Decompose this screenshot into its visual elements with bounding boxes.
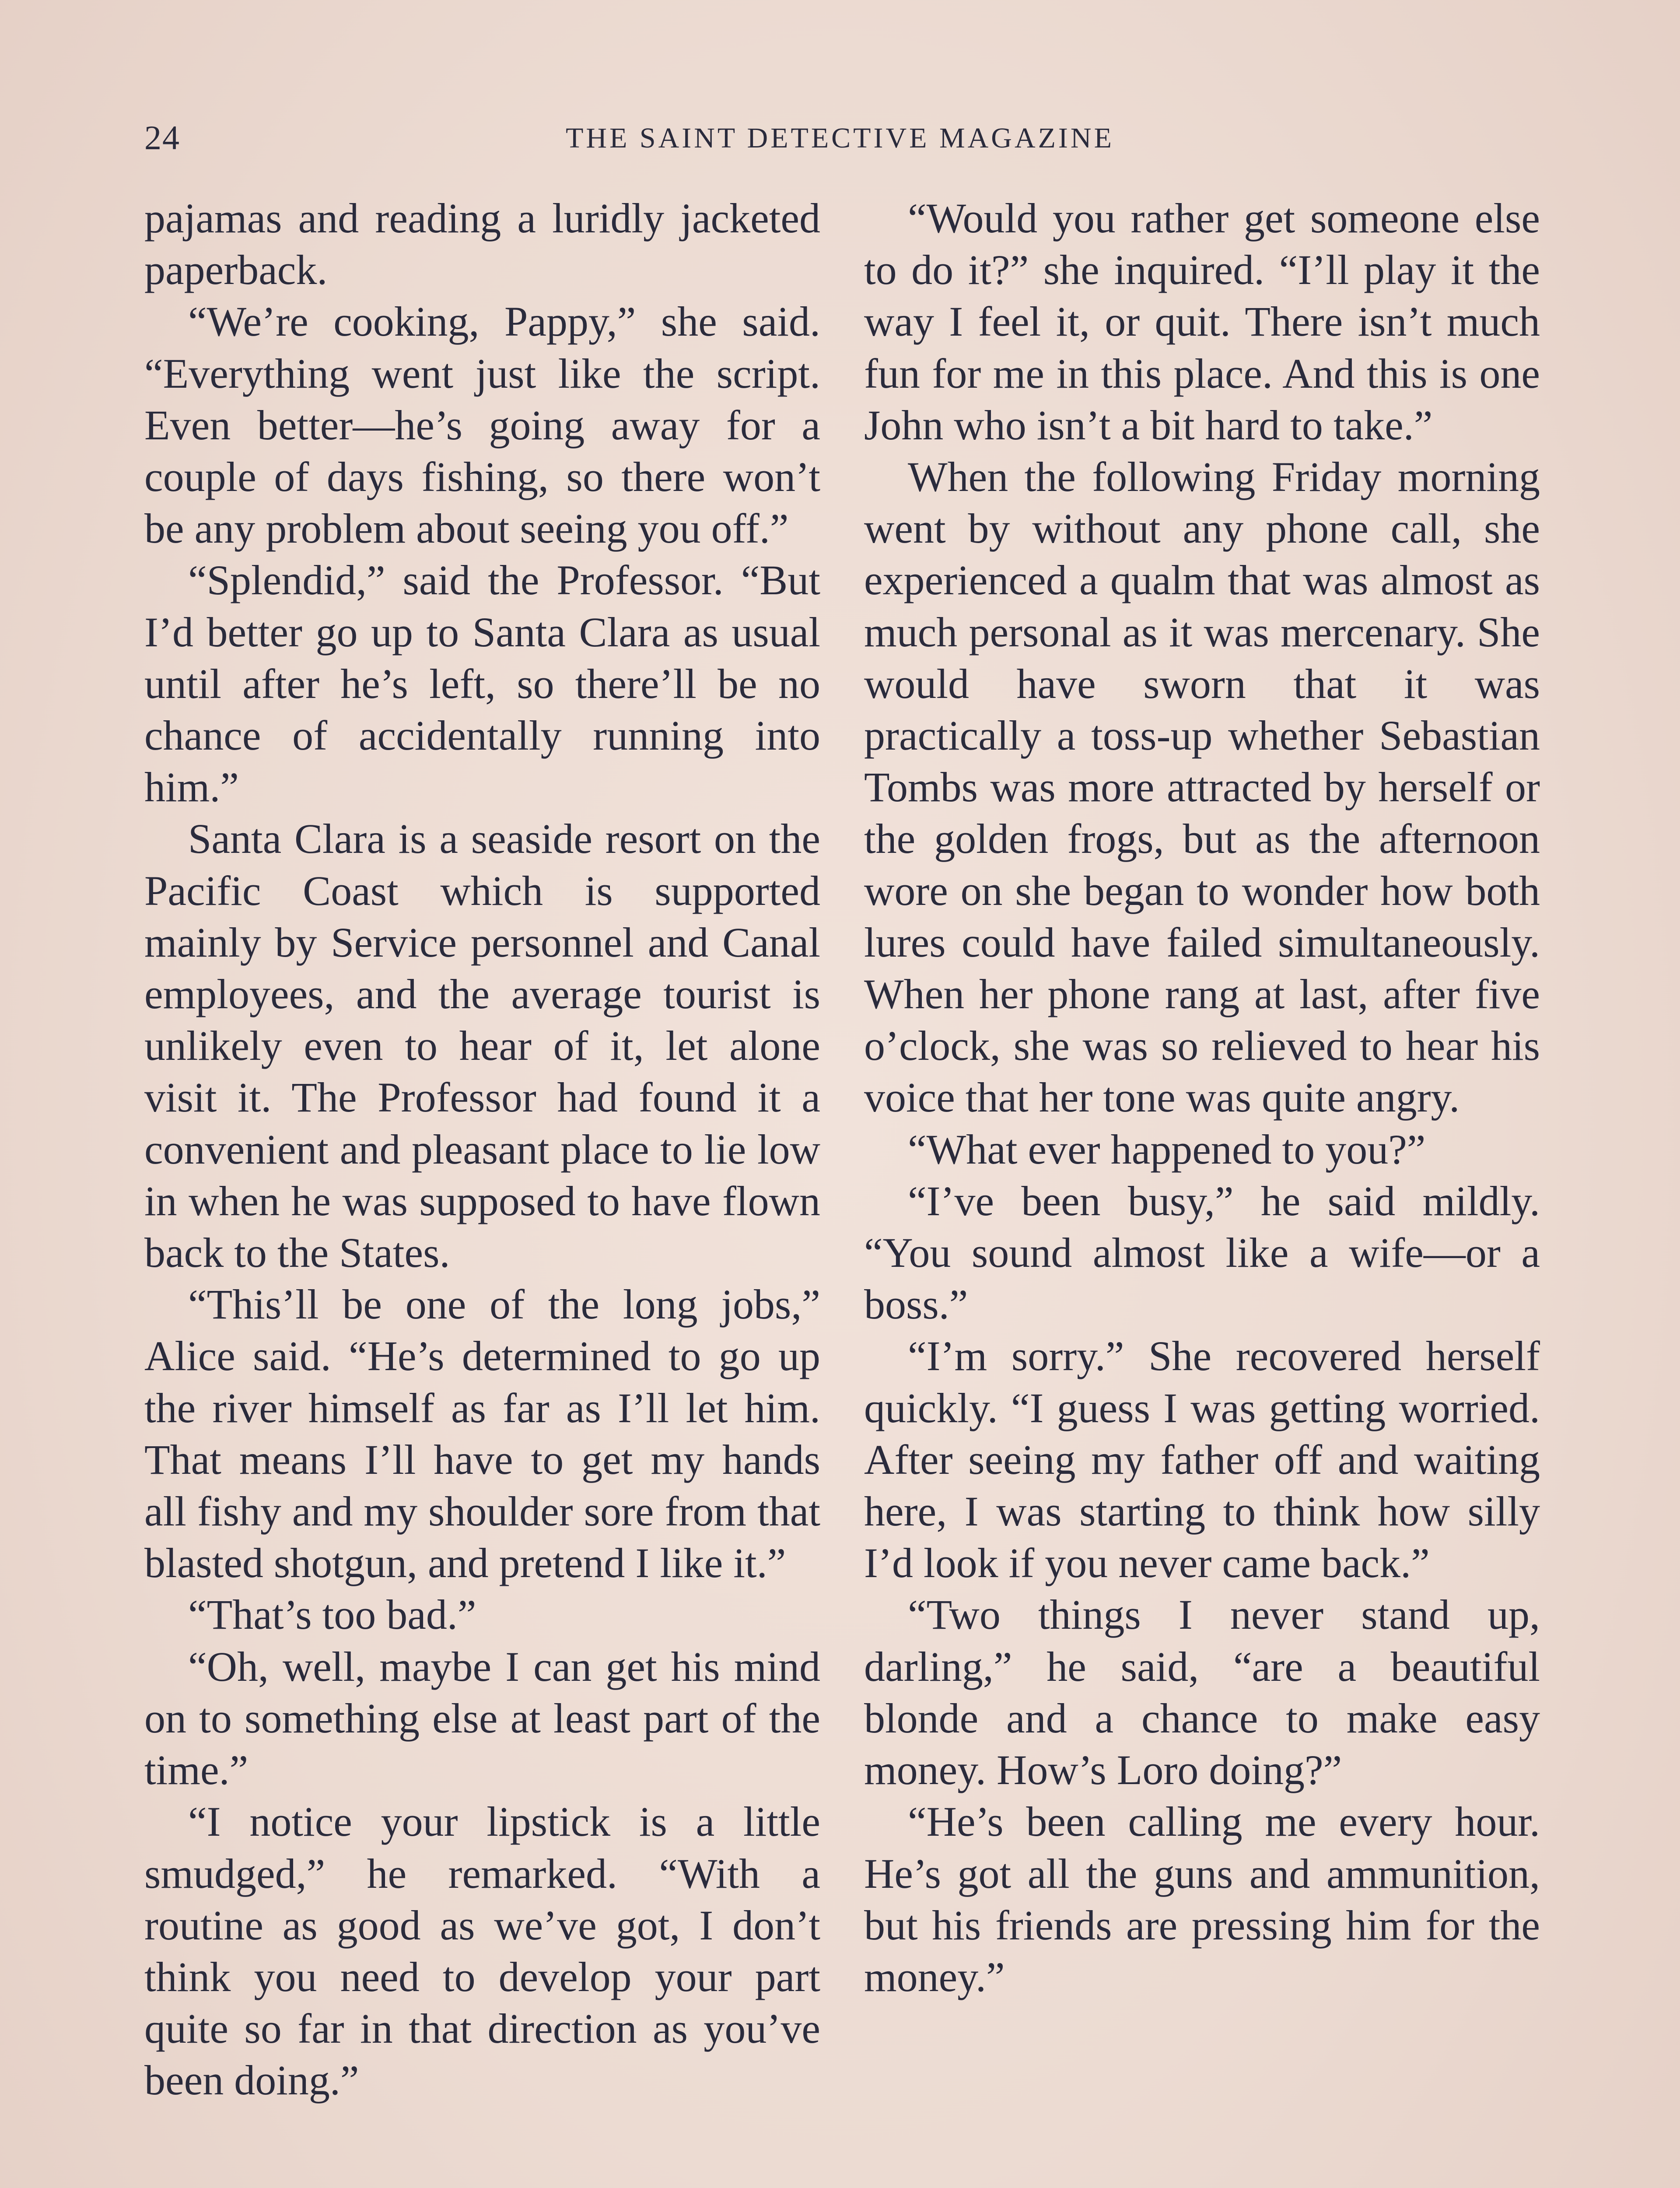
paragraph: “I’m sorry.” She recovered herself quickly. “I guess I was getting worried. After seeing my father off and waiting here, I was starting to think how silly I’d look if you never came back.” <box>864 1332 1540 1587</box>
paragraph: “He’s been calling me every hour. He’s got all the guns and ammunition, but his friends are pressing him for the money.” <box>864 1798 1540 2000</box>
paragraph: Santa Clara is a seaside resort on the Pacific Coast which is supported mainly by Service personnel and Canal employees, and the average tourist is unlikely even to hear of it, let alone visit it. The Professor had found it a convenient and pleasant place to lie low in when he was supposed to have flown back to the States. <box>144 815 820 1276</box>
paragraph: “Two things I never stand up, darling,” he said, “are a beautiful blonde and a chance to make easy money. How’s Loro doing?” <box>864 1591 1540 1794</box>
paragraph: pajamas and reading a luridly jacketed paperback. <box>144 195 820 294</box>
paragraph: “Oh, well, maybe I can get his mind on to something else at least part of the time.” <box>144 1643 820 1794</box>
running-head: THE SAINT DETECTIVE MAGAZINE <box>566 122 1114 154</box>
page-header <box>144 118 1536 179</box>
page-number: 24 <box>144 119 180 157</box>
left-text-column <box>144 193 820 2107</box>
paragraph: When the following Friday morning went by without any phone call, she experienced a qualm that was almost as much personal as it was mercenary. She would have sworn that it was practically a toss-up whether Sebastian Tombs was more attracted by herself or the golden frogs, but as the afternoon wore on she began to wonder how both lures could have failed simultaneously. When her phone rang at last, after five o’clock, she was so relieved to hear his voice that her tone was quite angry. <box>864 453 1540 1121</box>
paragraph: “We’re cooking, Pappy,” she said. “Everything went just like the script. Even better—he’s going away for a couple of days fishing, so there won’t be any problem about seeing you off.” <box>144 298 820 552</box>
right-text-column <box>864 193 1540 2003</box>
paragraph: “I’ve been busy,” he said mildly. “You sound almost like a wife—or a boss.” <box>864 1177 1540 1328</box>
paragraph: “What ever happened to you?” <box>908 1126 1426 1173</box>
paragraph: “Splendid,” said the Professor. “But I’d better go up to Santa Clara as usual until after he’s left, so there’ll be no chance of accidentally running into him.” <box>144 557 820 811</box>
paragraph: “I notice your lipstick is a little smudged,” he remarked. “With a routine as good as we’ve got, I don’t think you need to develop your part quite so far in that direction as you’ve been doing.” <box>144 1798 820 2104</box>
paragraph: “Would you rather get someone else to do it?” she inquired. “I’ll play it the way I feel it, or quit. There isn’t much fun for me in this place. And this is one John who isn’t a bit hard to take.” <box>864 195 1540 449</box>
paragraph: “That’s too bad.” <box>188 1591 476 1638</box>
paragraph: “This’ll be one of the long jobs,” Alice said. “He’s determined to go up the river himself as far as I’ll let him. That means I’ll have to get my hands all fishy and my shoulder sore from that blasted shotgun, and pretend I like it.” <box>144 1281 820 1587</box>
